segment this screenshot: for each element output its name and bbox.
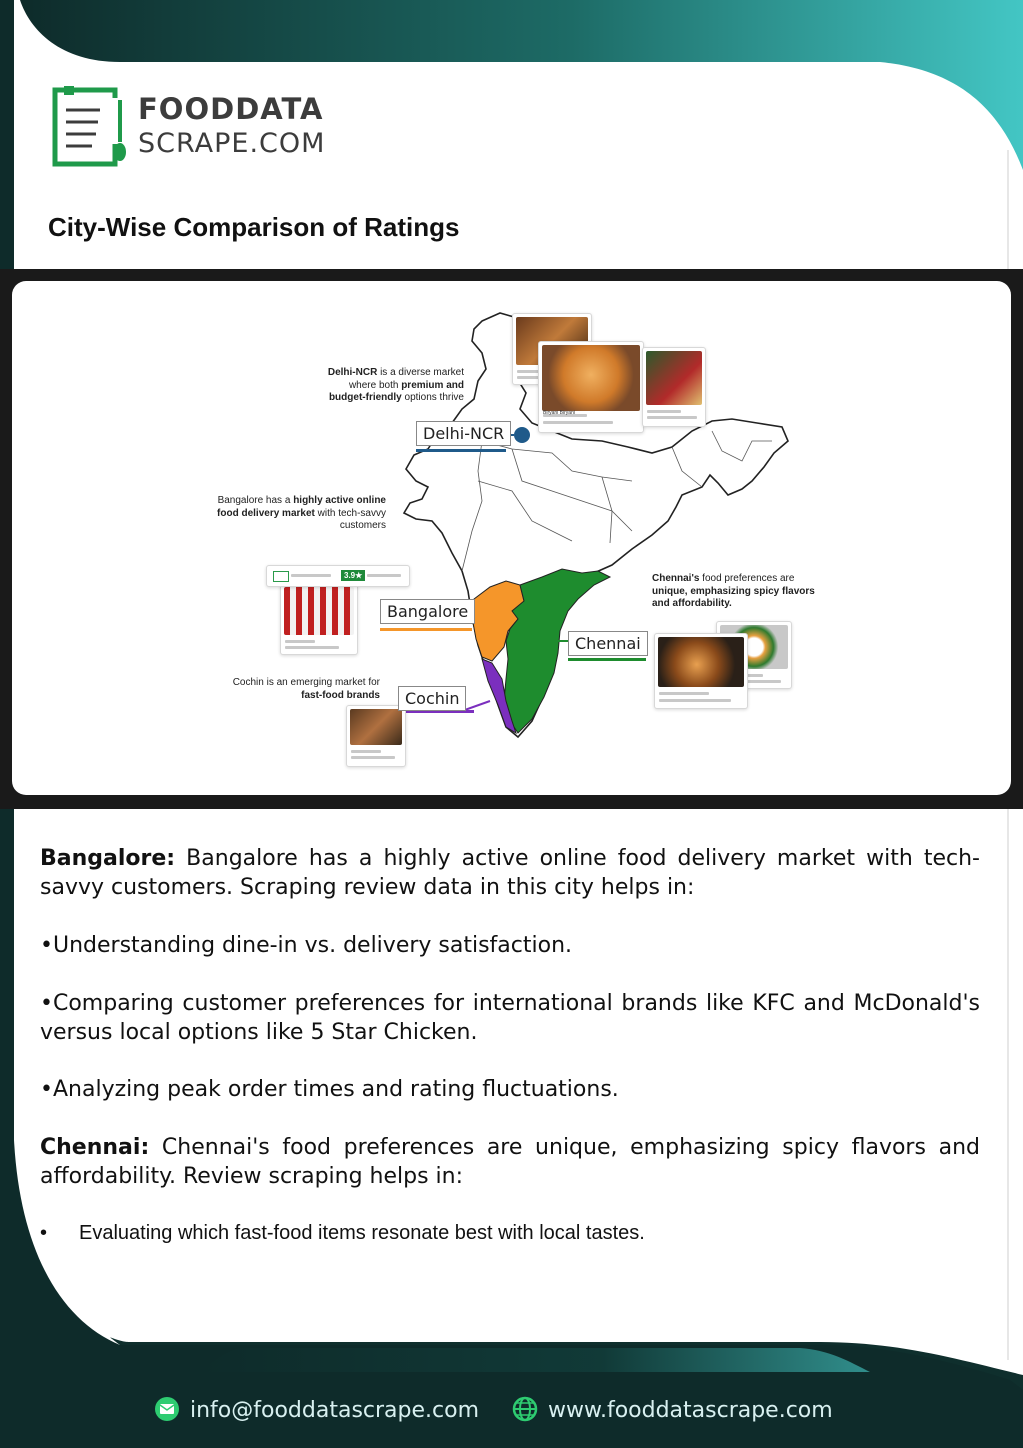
delhi-note-text3: options thrive <box>401 392 464 403</box>
bangalore-description: Bangalore has a highly active online food delivery market with tech-savvy customers. Scraping review data in this city helps in: <box>40 846 980 900</box>
brand-logo <box>52 86 352 168</box>
biryani-card-text: Biryani Biryani <box>543 410 575 416</box>
chennai-note <box>652 573 852 611</box>
footer-email[interactable] <box>154 1396 479 1423</box>
label-delhi-ncr: Delhi-NCR <box>416 421 511 446</box>
bangalore-paragraph <box>40 844 980 902</box>
point-3: •Analyzing peak order times and rating fluctuations. <box>40 1077 619 1102</box>
delhi-marker <box>514 427 530 443</box>
footer-website[interactable] <box>512 1396 833 1423</box>
delhi-note-bold3: budget-friendly <box>328 392 402 403</box>
chennai-paragraph <box>40 1133 980 1191</box>
bullet-mark: • <box>40 1222 48 1244</box>
delhi-note-bold1: Delhi-NCR <box>327 367 378 378</box>
food-card-cochin <box>346 705 406 767</box>
label-chennai: Chennai <box>568 631 648 656</box>
rating-strip-bangalore <box>266 565 410 587</box>
globe-icon <box>512 1396 540 1422</box>
label-bangalore: Bangalore <box>380 599 475 624</box>
brand-name-line1: FOODDATA <box>138 92 324 126</box>
chennai-note-bold1: Chennai's <box>652 573 700 584</box>
india-map-infographic <box>12 281 1011 795</box>
chennai-bullet-text: Evaluating which fast-food items resonate best with local tastes. <box>79 1222 645 1244</box>
label-cochin: Cochin <box>398 686 466 711</box>
cochin-note <box>208 677 380 702</box>
bangalore-note-bold2: food delivery market <box>217 507 315 519</box>
brand-name-line2: SCRAPE.COM <box>138 128 326 159</box>
delhi-note-text1: is a diverse market <box>377 367 464 378</box>
document-spoon-logo-icon <box>52 86 132 168</box>
point-2: •Comparing customer preferences for international brands like KFC and McDonald's versus local options like 5 Star Chicken. <box>40 991 980 1045</box>
bangalore-note-text3: customers <box>339 520 386 531</box>
chennai-description: Chennai's food preferences are unique, emphasizing spicy flavors and affordability. Review scraping helps in: <box>40 1135 980 1189</box>
email-icon <box>154 1396 182 1422</box>
bangalore-note-bold1: highly active online <box>293 495 386 506</box>
bangalore-heading: Bangalore: <box>40 846 176 871</box>
chennai-note-bold3: and affordability. <box>652 598 732 609</box>
bangalore-note <box>190 495 386 533</box>
cochin-note-text1: Cochin is an emerging market for <box>232 677 380 688</box>
delhi-note <box>294 367 464 405</box>
food-card-delhi-3 <box>642 347 706 427</box>
rating-badge: 3.9★ <box>341 570 365 581</box>
point-1: •Understanding dine-in vs. delivery satisfaction. <box>40 933 573 958</box>
website-text: www.fooddatascrape.com <box>548 1398 833 1423</box>
delhi-note-bold2: premium and <box>401 379 464 391</box>
delhi-note-text2: where both <box>348 379 402 391</box>
bangalore-note-text2: with tech-savvy <box>314 507 386 519</box>
chennai-heading: Chennai: <box>40 1135 150 1160</box>
food-card-bangalore <box>280 583 358 655</box>
email-text: info@fooddatascrape.com <box>190 1398 480 1423</box>
cochin-note-bold1: fast-food brands <box>301 689 380 701</box>
food-card-chennai-2 <box>654 633 748 709</box>
chennai-note-bold2: unique, emphasizing spicy flavors <box>652 585 815 597</box>
chennai-note-text1: food preferences are <box>699 573 795 584</box>
food-card-delhi-2 <box>538 341 644 433</box>
section-title: City-Wise Comparison of Ratings <box>48 212 460 242</box>
bangalore-note-text1: Bangalore has a <box>217 495 294 506</box>
